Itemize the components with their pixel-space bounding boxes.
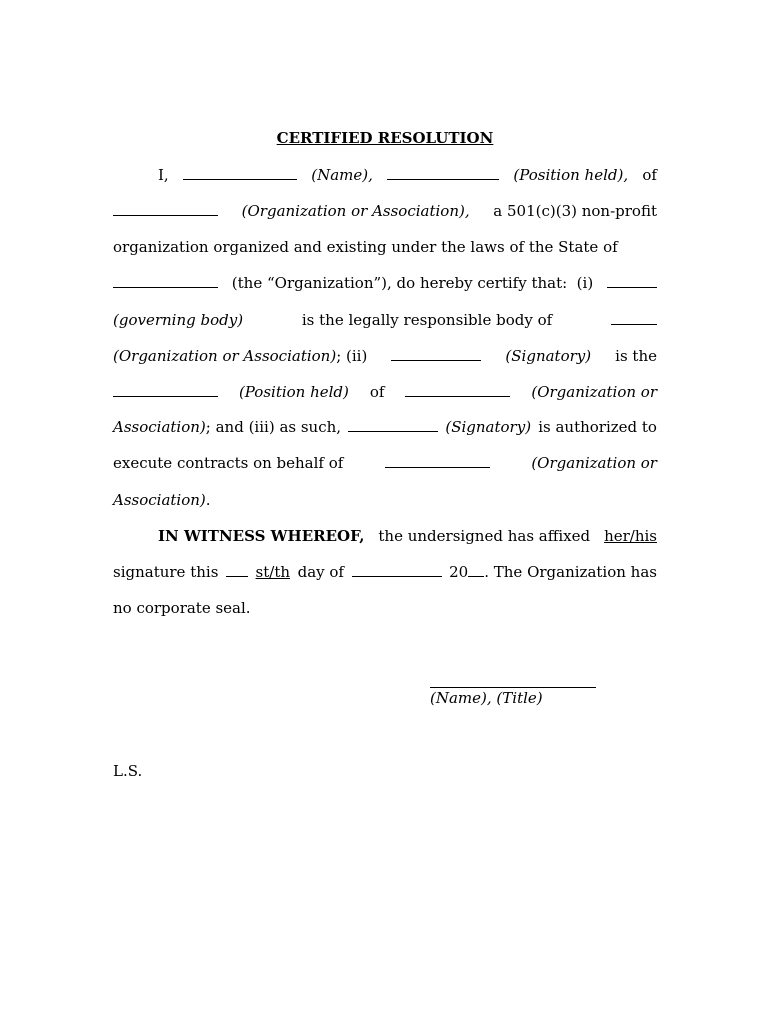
- paragraph-line: [113, 416, 657, 438]
- text-day-of: day of: [297, 563, 344, 581]
- paragraph-line: [113, 489, 657, 511]
- year-blank[interactable]: [468, 562, 484, 577]
- text-of: of: [642, 166, 657, 184]
- org-or-label: (Organization or: [531, 383, 657, 401]
- paragraph-line: [158, 525, 657, 547]
- text-signature-this: signature this: [113, 563, 219, 581]
- day-blank[interactable]: [226, 562, 248, 577]
- name-label: (Name),: [311, 166, 373, 184]
- paragraph-line: [113, 561, 657, 583]
- paragraph-line: [113, 200, 657, 222]
- text-of-2: of: [369, 383, 385, 401]
- text-undersigned: the undersigned has affixed: [378, 527, 591, 545]
- paragraph-line: [113, 236, 657, 258]
- org-assoc-label-2: (Organization or Association): [113, 347, 337, 365]
- position-label-2: (Position held): [238, 383, 349, 401]
- text-i: I,: [158, 166, 169, 184]
- org-assoc-label: (Organization or Association),: [241, 202, 470, 220]
- signatory-label: (Signatory): [505, 347, 592, 365]
- month-blank[interactable]: [352, 562, 442, 577]
- governing-body-blank[interactable]: [607, 273, 657, 288]
- text-no-seal: no corporate seal.: [113, 599, 251, 617]
- text-execute-contracts: execute contracts on behalf of: [113, 454, 344, 472]
- text-is-the: is the: [615, 347, 657, 365]
- state-blank[interactable]: [113, 273, 218, 288]
- organization-blank[interactable]: [113, 201, 218, 216]
- signatory-label-2: (Signatory): [445, 418, 532, 436]
- organization-blank-2[interactable]: [611, 310, 657, 325]
- association-label: Association): [113, 418, 206, 436]
- position-blank[interactable]: [387, 165, 499, 180]
- locus-sigilli: L.S.: [113, 762, 143, 780]
- text-org-has: . The Organization has: [484, 563, 657, 581]
- position-label: (Position held),: [513, 166, 629, 184]
- position-blank-2[interactable]: [113, 382, 218, 397]
- text-authorized: is authorized to: [538, 418, 657, 436]
- text-period: .: [205, 491, 211, 509]
- text-the-organization: (the “Organization”), do hereby certify that: (i): [231, 274, 594, 292]
- witness-heading: IN WITNESS WHEREOF,: [158, 527, 365, 545]
- paragraph-line: [113, 272, 657, 294]
- association-label-2: Association): [113, 491, 206, 509]
- paragraph-line: [158, 164, 657, 186]
- paragraph-line: [113, 452, 657, 474]
- paragraph-line: [113, 597, 657, 619]
- paragraph-line: [113, 381, 657, 403]
- paragraph-line: [113, 345, 657, 367]
- text-and-iii: ; and (iii) as such,: [205, 418, 342, 436]
- paragraph-line: [113, 309, 657, 331]
- text-organized-existing: organization organized and existing under the laws of the State of: [113, 238, 618, 256]
- signatory-blank-2[interactable]: [348, 417, 438, 432]
- signatory-blank[interactable]: [391, 346, 481, 361]
- text-501c3: a 501(c)(3) non-profit: [493, 202, 657, 220]
- organization-blank-4[interactable]: [385, 453, 490, 468]
- organization-blank-3[interactable]: [405, 382, 510, 397]
- signature-caption: (Name), (Title): [430, 689, 543, 707]
- text-ii: ; (ii): [336, 347, 368, 365]
- her-his-text: her/his: [604, 527, 657, 545]
- name-blank[interactable]: [183, 165, 297, 180]
- org-or-label-2: (Organization or: [531, 454, 657, 472]
- governing-body-label: (governing body): [113, 311, 244, 329]
- text-year-prefix: 20: [449, 563, 469, 581]
- st-th-text: st/th: [255, 563, 291, 581]
- text-legally-responsible: is the legally responsible body of: [301, 311, 553, 329]
- document-title: CERTIFIED RESOLUTION: [276, 129, 494, 147]
